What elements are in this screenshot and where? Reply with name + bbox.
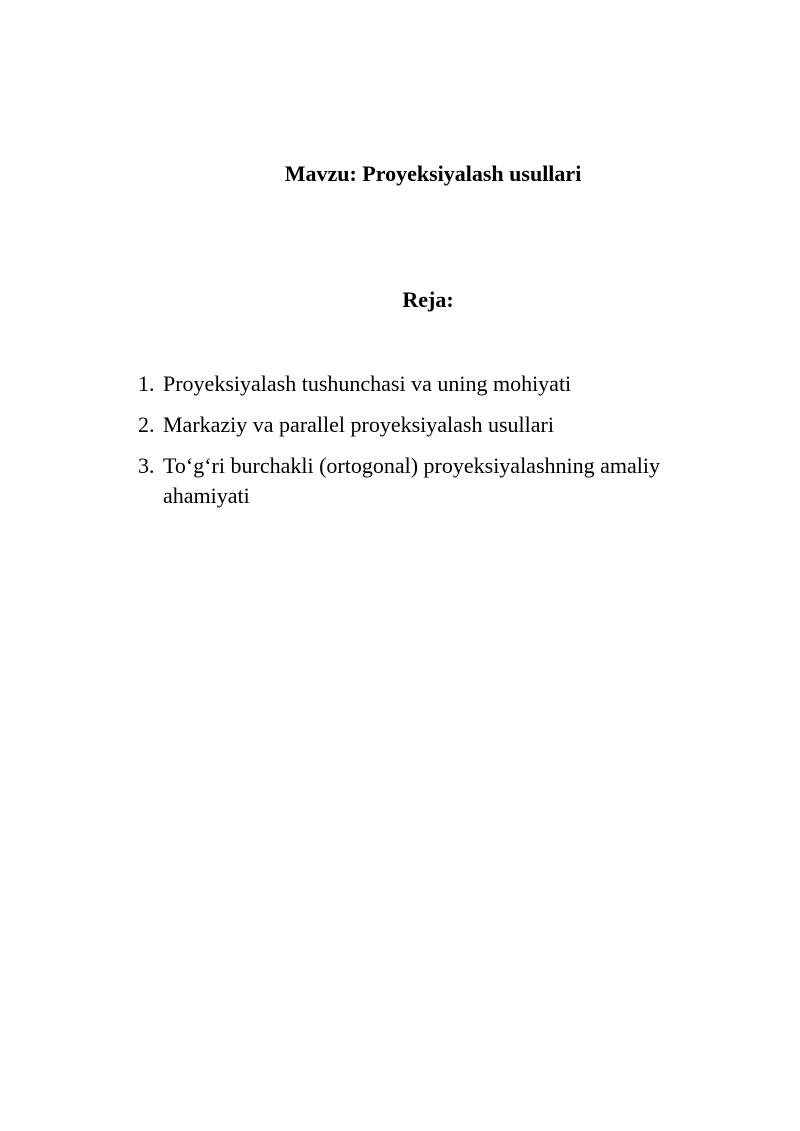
plan-item	[138, 369, 718, 399]
plan-item	[138, 410, 718, 440]
plan-item-number: 1.	[138, 371, 155, 396]
plan-item-text: Proyeksiyalash tushunchasi va uning mohiyati	[163, 371, 572, 396]
plan-item-number: 3.	[138, 453, 155, 478]
plan-list	[138, 369, 718, 522]
plan-item	[138, 451, 718, 511]
plan-item-text: Markaziy va parallel proyeksiyalash usullari	[163, 412, 554, 437]
plan-item-number: 2.	[138, 412, 155, 437]
document-title: Mavzu: Proyeksiyalash usullari	[284, 161, 582, 186]
plan-heading: Reja:	[402, 287, 454, 312]
plan-item-text: To‘g‘ri burchakli (ortogonal) proyeksiyalashning amaliy ahamiyati	[163, 453, 660, 508]
